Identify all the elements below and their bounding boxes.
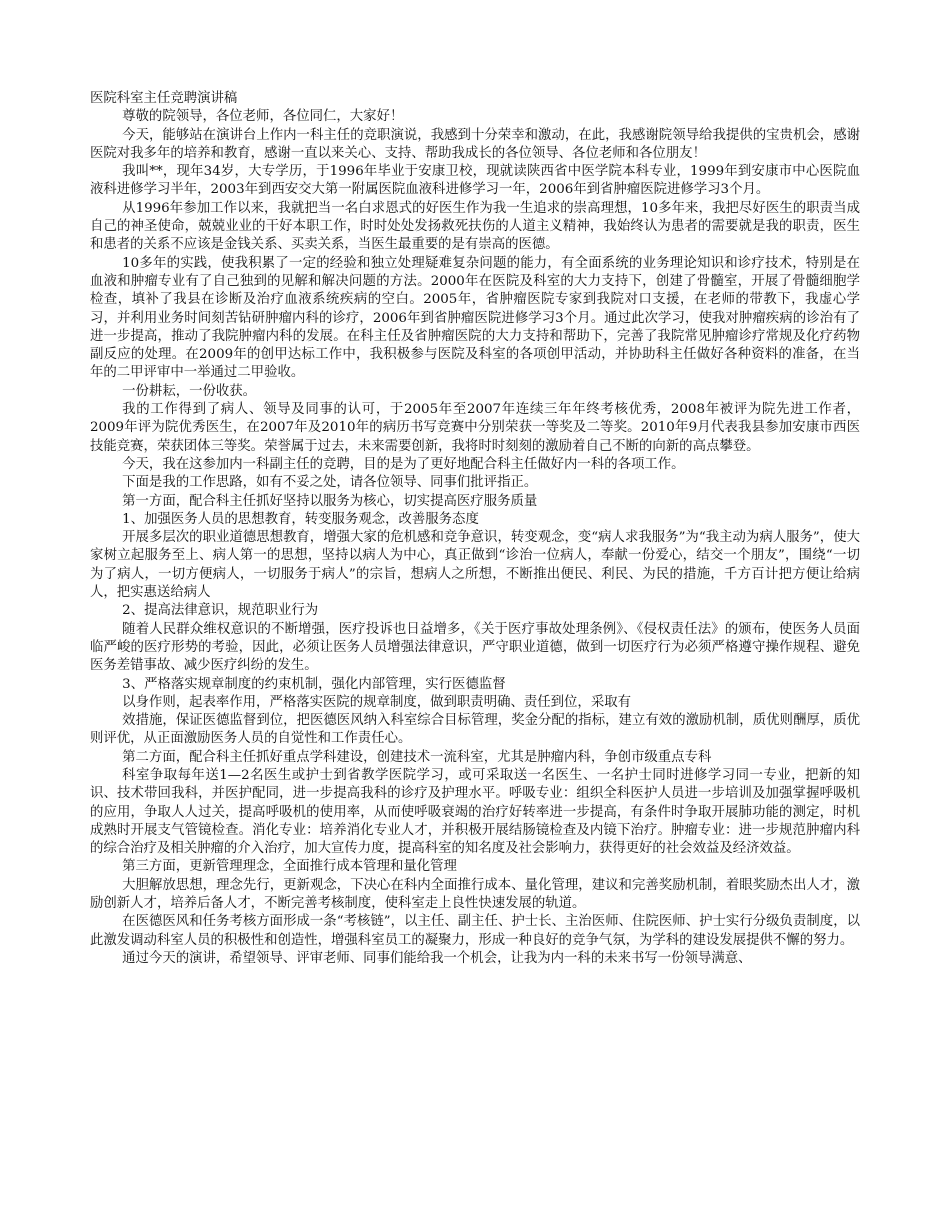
- subsection-heading: 3、严格落实规章制度的约束机制，强化内部管理，实行医德监督: [122, 676, 506, 692]
- subsection-heading: 1、加强医务人员的思想教育，转变服务观念，改善服务态度: [122, 511, 479, 527]
- paragraph: 10多年的实践，使我积累了一定的经验和独立处理疑难复杂问题的能力，有全面系统的业务理论知识和诊疗技术，特别是在血液和肿瘤专业有了自己独到的见解和解决问题的方法。2000年在医院及科室的大力支持下，创建了骨髓室，开展了骨髓细胞学检查，填补了我县在诊断及治疗血液系统疾病的空白。2005年，省肿瘤医院专家到我院对口支援，在老师的带教下，我虚心学习，并利用业务时间刻苦钻研肿瘤内科的诊疗，2006年到省肿瘤医院进修学习3个月。通过此次学习，使我对肿瘤疾病的诊治有了进一步提高，推动了我院肿瘤内科的发展。在科主任及省肿瘤医院的大力支持和帮助下，完善了我院常见肿瘤诊疗常规及化疗药物副反应的处理。在2009年的创甲达标工作中，我积极参与医院及科室的各项创甲活动，并协助科主任做好各种资料的准备，在当年的二甲评审中一举通过二甲验收。: [90, 255, 860, 381]
- paragraph: 今天，能够站在演讲台上作内一科主任的竞职演说，我感到十分荣幸和激动，在此，我感谢院领导给我提供的宝贵机会，感谢医院对我多年的培养和教育，感谢一直以来关心、支持、帮助我成长的各位领导、各位老师和各位朋友！: [90, 127, 860, 161]
- document-title: 医院科室主任竞聘演讲稿: [90, 91, 238, 106]
- section-heading: 第三方面，更新管理理念，全面推行成本管理和量化管理: [122, 859, 457, 875]
- greeting-paragraph: 尊敬的院领导，各位老师，各位同仁，大家好！: [122, 109, 404, 125]
- paragraph: 一份耕耘，一份收获。: [122, 383, 257, 399]
- section-heading: 第一方面，配合科主任抓好坚持以服务为核心，切实提高医疗服务质量: [122, 493, 538, 509]
- paragraph: 以身作则，起表率作用，严格落实医院的规章制度，做到职责明确、责任到位，采取有: [122, 694, 631, 710]
- paragraph: 在医德医风和任务考核方面形成一条“考核链”，以主任、副主任、护士长、主治医师、住院医师、护士实行分级负责制度，以此激发调动科室人员的积极性和创造性，增强科室员工的凝聚力，形成一种良好的竞争气氛，为学科的建设发展提供不懈的努力。: [90, 914, 860, 948]
- paragraph: 我叫**，现年34岁，大专学历，于1996年毕业于安康卫校，现就读陕西省中医学院本科专业，1999年到安康市中心医院血液科进修学习半年，2003年到西安交大第一附属医院血液科进修学习一年，2006年到省肿瘤医院进修学习3个月。: [90, 164, 860, 198]
- paragraph: 科室争取每年送1—2名医生或护士到省教学医院学习，或可采取送一名医生、一名护士同时进修学习同一专业，把新的知识、技术带回我科，并医护配同，进一步提高我科的诊疗及护理水平。呼吸专业：组织全科医护人员进一步培训及加强掌握呼吸机的应用，争取人人过关，提高呼吸机的使用率，从而使呼吸衰竭的治疗好转率进一步提高，有条件时争取开展肺功能的测定，时机成熟时开展支气管镜检查。消化专业：培养消化专业人才，并积极开展结肠镜检查及内镜下治疗。肿瘤专业：进一步规范肿瘤内科的综合治疗及相关肿瘤的介入治疗，加大宣传力度，提高科室的知名度及社会影响力，获得更好的社会效益及经济效益。: [90, 767, 860, 857]
- paragraph: 通过今天的演讲，希望领导、评审老师、同事们能给我一个机会，让我为内一科的未来书写一份领导满意、: [122, 950, 752, 966]
- paragraph: 今天，我在这参加内一科副主任的竞聘，目的是为了更好地配合科主任做好内一科的各项工作。: [122, 456, 685, 472]
- document-page: [90, 90, 860, 968]
- subsection-heading: 2、提高法律意识，规范职业行为: [122, 603, 319, 619]
- paragraph: 下面是我的工作思路，如有不妥之处，请各位领导、同事们批评指正。: [122, 475, 538, 491]
- paragraph: 从1996年参加工作以来，我就把当一名白求恩式的好医生作为我一生追求的崇高理想，10多年来，我把尽好医生的职责当成自己的神圣使命，兢兢业业的干好本职工作，时时处处发扬救死扶伤的人道主义精神，我始终认为患者的需要就是我的职责，医生和患者的关系不应该是金钱关系、买卖关系，当医生最重要的是有崇高的医德。: [90, 200, 860, 253]
- paragraph: 大胆解放思想，理念先行，更新观念，下决心在科内全面推行成本、量化管理，建议和完善奖励机制，着眼奖励杰出人才，激励创新人才，培养后备人才，不断完善考核制度，使科室走上良性快速发展的轨道。: [90, 877, 860, 912]
- paragraph: 随着人民群众维权意识的不断增强，医疗投诉也日益增多，《关于医疗事故处理条例》、《侵权责任法》的颁布，使医务人员面临严峻的医疗形势的考验，因此，必须让医务人员增强法律意识，严守职业道德，做到一切医疗行为必须严格遵守操作规程、避免医务差错事故、减少医疗纠纷的发生。: [90, 621, 860, 674]
- paragraph: 开展多层次的职业道德思想教育，增强大家的危机感和竞争意识，转变观念，变“病人求我服务”为“我主动为病人服务”，使大家树立起服务至上、病人第一的思想，坚持以病人为中心，真正做到“诊治一位病人，奉献一份爱心，结交一个朋友”，围绕“一切为了病人，一切方便病人，一切服务于病人”的宗旨，想病人之所想，不断推出便民、利民、为民的措施，千方百计把方便让给病人，把实惠送给病人: [90, 530, 860, 601]
- paragraph: 效措施，保证医德监督到位，把医德医风纳入科室综合目标管理，奖金分配的指标，建立有效的激励机制，质优则酬厚，质优则评优，从正面激励医务人员的自觉性和工作责任心。: [90, 713, 860, 747]
- section-heading: 第二方面，配合科主任抓好重点学科建设，创建技术一流科室，尤其是肿瘤内科，争创市级重点专科: [122, 749, 712, 765]
- paragraph: 我的工作得到了病人、领导及同事的认可，于2005年至2007年连续三年年终考核优秀，2008年被评为院先进工作者，2009年评为院优秀医生，在2007年及2010年的病历书写竞赛中分别荣获一等奖及二等奖。2010年9月代表我县参加安康市西医技能竞赛，荣获团体三等奖。荣誉属于过去，未来需要创新，我将时时刻刻的激励着自己不断的向新的高点攀登。: [90, 402, 860, 454]
